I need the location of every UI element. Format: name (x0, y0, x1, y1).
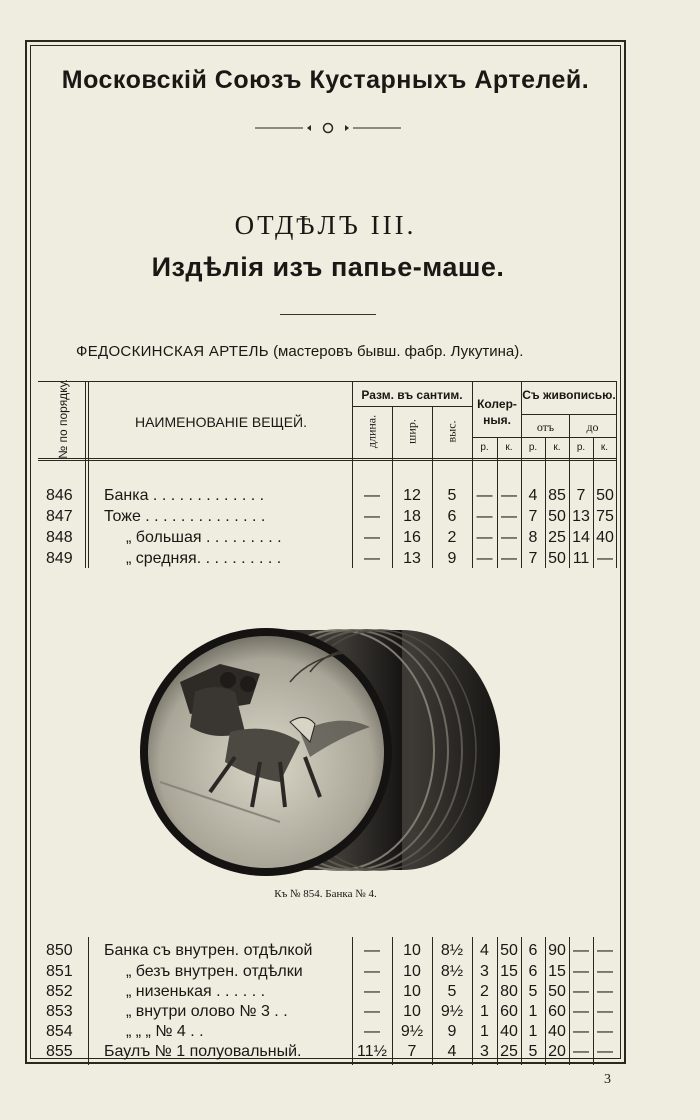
cell-from-rub: 7 (528, 550, 538, 567)
col-header-width: шир. (404, 419, 419, 444)
artel-line (76, 343, 523, 360)
col-header-colored: Колер-ныя. (477, 397, 517, 427)
cell-colored-rub: 3 (480, 963, 489, 980)
cell-to-rub: — (573, 942, 589, 959)
cell-width: 7 (407, 1043, 417, 1060)
cell-colored-kop: 50 (500, 942, 518, 959)
cell-height: 2 (447, 529, 457, 546)
cell-from-kop: 40 (548, 1023, 566, 1040)
cell-length: — (364, 1003, 380, 1020)
table-row (30, 487, 620, 507)
page-number: 3 (604, 1072, 611, 1087)
row-item-name: „ низенькая . . . . . . (126, 983, 266, 1000)
table-row (30, 550, 620, 570)
table-row (30, 963, 620, 983)
cell-length: — (364, 963, 380, 980)
row-number: 848 (46, 529, 73, 546)
cell-to-kop: — (597, 942, 613, 959)
cell-colored-kop: 25 (500, 1043, 518, 1060)
cell-from-kop: 50 (548, 550, 566, 567)
cell-from-rub: 1 (528, 1003, 538, 1020)
cell-length: 11½ (357, 1043, 387, 1060)
cell-to-kop: — (597, 1023, 613, 1040)
divider-rule (280, 314, 376, 315)
cell-to-rub: 7 (576, 487, 586, 504)
cell-from-rub: 8 (528, 529, 538, 546)
row-item-name: „ большая . . . . . . . . . (126, 529, 282, 546)
cell-from-kop: 50 (548, 508, 566, 525)
row-item-name: Баулъ № 1 полуовальный. (104, 1043, 302, 1060)
cell-length: — (364, 487, 380, 504)
col-header-rub: р. (576, 442, 586, 453)
cell-to-rub: — (573, 1023, 589, 1040)
cell-to-rub: 14 (572, 529, 590, 546)
cell-to-kop: — (597, 550, 613, 567)
col-header-rub: р. (480, 442, 489, 453)
cell-from-kop: 15 (548, 963, 566, 980)
cell-height: 8½ (440, 963, 464, 980)
cell-to-rub: — (573, 963, 589, 980)
cell-height: 4 (447, 1043, 457, 1060)
cell-height: 9 (447, 550, 457, 567)
cell-colored-rub: 1 (480, 1023, 489, 1040)
col-header-number: № по порядку. (56, 379, 70, 459)
col-header-from: отъ (536, 420, 555, 434)
cell-length: — (364, 1023, 380, 1040)
table-row (30, 942, 620, 962)
cell-colored-kop: 15 (500, 963, 518, 980)
artel-name: ФЕДОСКИНСКАЯ АРТЕЛЬ (76, 343, 269, 360)
row-number: 853 (46, 1003, 73, 1020)
cell-from-kop: 50 (548, 983, 566, 1000)
cell-height: 5 (447, 487, 457, 504)
cell-width: 10 (403, 1003, 421, 1020)
cell-from-rub: 6 (528, 963, 538, 980)
col-header-rub: р. (528, 442, 538, 453)
cell-to-kop: — (597, 963, 613, 980)
cell-width: 9½ (400, 1023, 424, 1040)
row-number: 846 (46, 487, 73, 504)
cell-colored-rub: 4 (480, 942, 489, 959)
col-header-name: НАИМЕНОВАНІЕ ВЕЩЕЙ. (134, 414, 308, 430)
cell-height: 8½ (440, 942, 464, 959)
cell-to-rub: — (573, 983, 589, 1000)
cell-from-rub: 1 (528, 1023, 538, 1040)
row-item-name: Банка съ внутрен. отдѣлкой (104, 942, 313, 959)
cell-height: 5 (447, 983, 457, 1000)
row-item-name: „ средняя. . . . . . . . . . (126, 550, 282, 567)
table-row (30, 508, 620, 528)
cell-colored-kop: — (501, 529, 517, 546)
cell-colored-kop: — (501, 487, 517, 504)
cell-length: — (364, 529, 380, 546)
cell-width: 10 (403, 963, 421, 980)
row-number: 852 (46, 983, 73, 1000)
cell-width: 13 (403, 550, 421, 567)
cell-height: 6 (447, 508, 457, 525)
col-header-size: Разм. въ сантим. (361, 388, 463, 402)
illustration-caption: Къ № 854. Банка № 4. (274, 888, 377, 900)
col-header-painted: Съ живописью. (522, 388, 616, 402)
cell-to-rub: — (573, 1043, 589, 1060)
cell-colored-rub: 2 (480, 983, 489, 1000)
section-subtitle: Издѣлія изъ папье-маше. (151, 252, 505, 282)
lacquer-box-illustration (140, 622, 505, 882)
artel-note: (мастеровъ бывш. фабр. Лукутина). (273, 343, 524, 360)
cell-to-rub: 13 (572, 508, 590, 525)
cell-colored-rub: — (476, 487, 493, 504)
cell-colored-kop: 40 (500, 1023, 518, 1040)
col-header-kop: к. (505, 442, 513, 453)
cell-height: 9½ (440, 1003, 464, 1020)
cell-from-kop: 20 (548, 1043, 566, 1060)
cell-to-kop: 50 (596, 487, 614, 504)
cell-from-rub: 4 (528, 487, 538, 504)
row-number: 847 (46, 508, 73, 525)
row-item-name: „ внутри олово № 3 . . (126, 1003, 288, 1020)
cell-colored-kop: 60 (500, 1003, 518, 1020)
col-header-kop: к. (553, 442, 561, 453)
col-header-height: выс. (444, 420, 459, 443)
cell-colored-rub: — (476, 550, 493, 567)
cell-to-rub: — (573, 1003, 589, 1020)
cell-to-kop: — (597, 1043, 613, 1060)
cell-height: 9 (447, 1023, 457, 1040)
cell-colored-rub: — (476, 529, 493, 546)
table-row (30, 1003, 620, 1023)
table-row (30, 1023, 620, 1043)
cell-length: — (364, 550, 380, 567)
cell-colored-kop: — (501, 508, 517, 525)
table-row (30, 1043, 620, 1063)
ornament-divider (255, 118, 401, 138)
department-heading: ОТДѢЛЪ III. (234, 210, 417, 240)
cell-length: — (364, 508, 380, 525)
table-row (30, 529, 620, 549)
cell-from-kop: 60 (548, 1003, 566, 1020)
row-number: 854 (46, 1023, 73, 1040)
cell-width: 16 (403, 529, 421, 546)
cell-width: 18 (403, 508, 421, 525)
cell-from-kop: 85 (548, 487, 566, 504)
cell-width: 10 (403, 942, 421, 959)
cell-length: — (364, 983, 380, 1000)
cell-from-rub: 5 (528, 1043, 538, 1060)
cell-width: 12 (403, 487, 421, 504)
cell-from-rub: 6 (528, 942, 538, 959)
row-item-name: „ безъ внутрен. отдѣлки (126, 963, 303, 980)
cell-from-kop: 25 (548, 529, 566, 546)
cell-from-rub: 7 (528, 508, 538, 525)
cell-to-kop: 75 (596, 508, 614, 525)
cell-from-kop: 90 (548, 942, 566, 959)
table-row (30, 983, 620, 1003)
cell-length: — (364, 942, 380, 959)
cell-colored-kop: 80 (500, 983, 518, 1000)
cell-to-kop: — (597, 1003, 613, 1020)
cell-colored-rub: 3 (480, 1043, 489, 1060)
cell-to-kop: — (597, 983, 613, 1000)
row-number: 855 (46, 1043, 73, 1060)
cell-colored-kop: — (501, 550, 517, 567)
cell-to-kop: 40 (596, 529, 614, 546)
col-header-to: до (586, 420, 599, 434)
col-header-length: длина. (364, 414, 379, 449)
row-item-name: Тоже . . . . . . . . . . . . . . (104, 508, 266, 525)
cell-colored-rub: — (476, 508, 493, 525)
row-item-name: Банка . . . . . . . . . . . . . (104, 487, 265, 504)
col-header-kop: к. (600, 442, 609, 453)
row-item-name: „ „ „ № 4 . . (126, 1023, 204, 1040)
cell-to-rub: 11 (572, 550, 590, 567)
row-number: 850 (46, 942, 73, 959)
page-header-title: Московскій Союзъ Кустарныхъ Артелей. (61, 66, 590, 94)
row-number: 851 (46, 963, 73, 980)
cell-from-rub: 5 (528, 983, 538, 1000)
cell-colored-rub: 1 (480, 1003, 489, 1020)
cell-width: 10 (403, 983, 421, 1000)
row-number: 849 (46, 550, 73, 567)
